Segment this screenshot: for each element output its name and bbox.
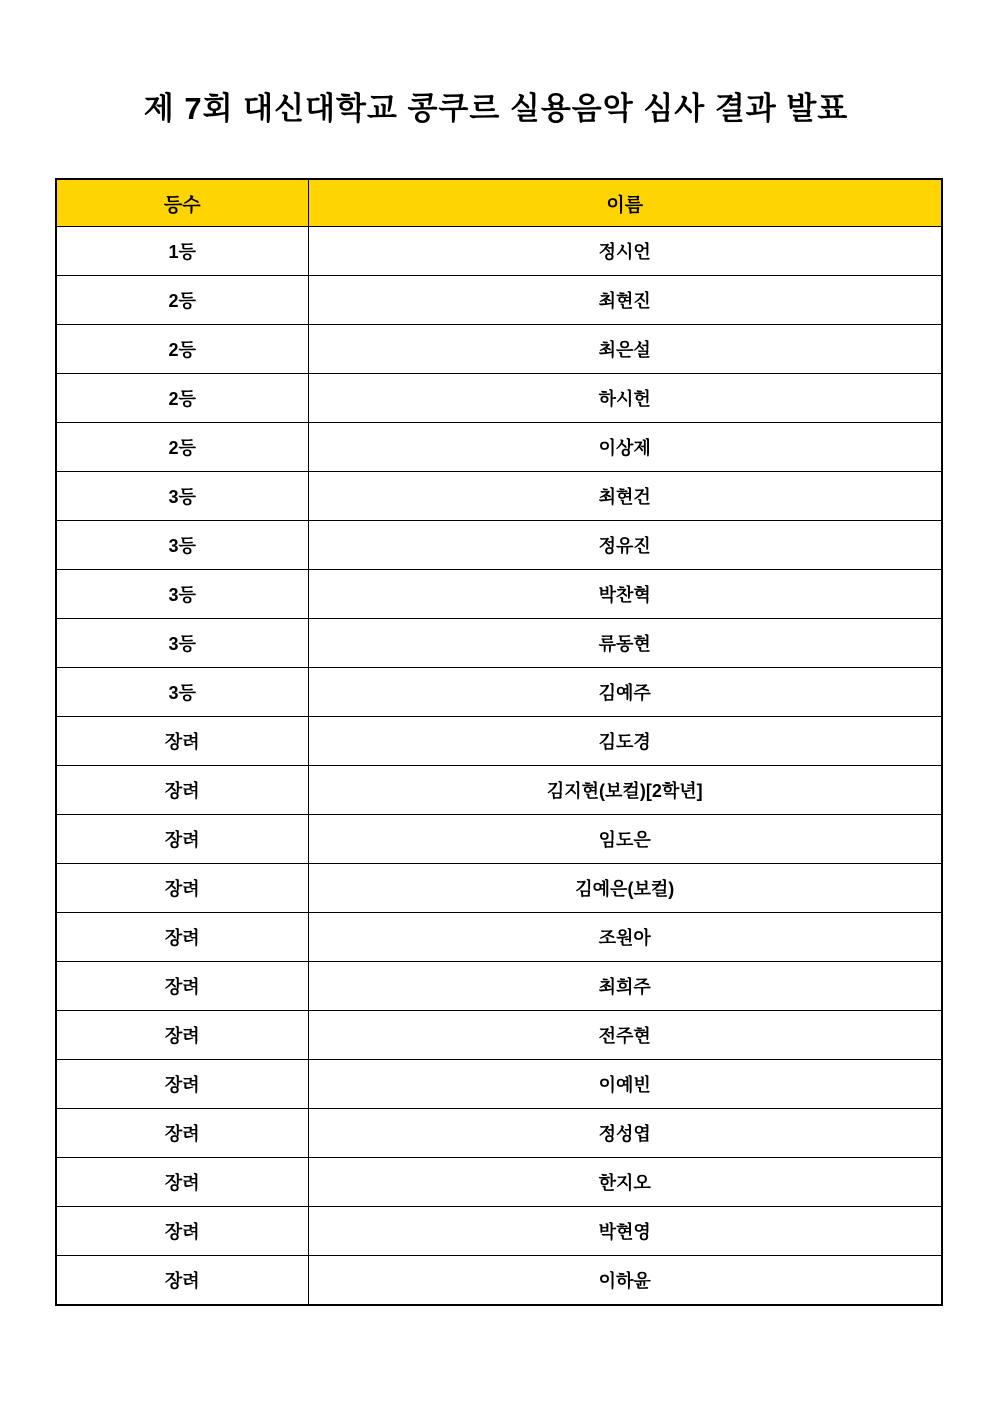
rank-cell: 3등 — [56, 472, 308, 521]
results-table — [55, 178, 943, 1306]
name-cell: 최희주 — [308, 962, 942, 1011]
name-cell: 박현영 — [308, 1207, 942, 1256]
rank-cell: 장려 — [56, 766, 308, 815]
rank-cell: 1등 — [56, 227, 308, 276]
rank-cell: 장려 — [56, 1256, 308, 1306]
table-row — [56, 570, 942, 619]
table-row — [56, 423, 942, 472]
name-cell: 정성엽 — [308, 1109, 942, 1158]
table-row — [56, 1256, 942, 1306]
name-cell: 박찬혁 — [308, 570, 942, 619]
table-row — [56, 1109, 942, 1158]
table-row — [56, 1060, 942, 1109]
name-cell: 이하윤 — [308, 1256, 942, 1306]
table-row — [56, 472, 942, 521]
rank-cell: 2등 — [56, 325, 308, 374]
name-cell: 최현건 — [308, 472, 942, 521]
name-cell: 전주현 — [308, 1011, 942, 1060]
rank-cell: 장려 — [56, 1109, 308, 1158]
name-cell: 정유진 — [308, 521, 942, 570]
table-row — [56, 619, 942, 668]
table-row — [56, 1158, 942, 1207]
name-cell: 임도은 — [308, 815, 942, 864]
table-row — [56, 1011, 942, 1060]
name-cell: 정시언 — [308, 227, 942, 276]
table-row — [56, 325, 942, 374]
table-row — [56, 815, 942, 864]
table-row — [56, 227, 942, 276]
name-cell: 이예빈 — [308, 1060, 942, 1109]
name-cell: 김도경 — [308, 717, 942, 766]
rank-cell: 장려 — [56, 962, 308, 1011]
page-title: 제 7회 대신대학교 콩쿠르 실용음악 심사 결과 발표 — [143, 90, 849, 126]
name-cell: 한지오 — [308, 1158, 942, 1207]
table-row — [56, 913, 942, 962]
table-row — [56, 521, 942, 570]
name-cell: 김지현(보컬)[2학년] — [308, 766, 942, 815]
rank-cell: 2등 — [56, 276, 308, 325]
table-row — [56, 766, 942, 815]
rank-cell: 장려 — [56, 1060, 308, 1109]
name-cell: 조원아 — [308, 913, 942, 962]
name-cell: 류동현 — [308, 619, 942, 668]
table-row — [56, 374, 942, 423]
table-row — [56, 1207, 942, 1256]
name-cell: 하시헌 — [308, 374, 942, 423]
rank-cell: 3등 — [56, 521, 308, 570]
table-row — [56, 668, 942, 717]
rank-cell: 2등 — [56, 374, 308, 423]
rank-cell: 3등 — [56, 668, 308, 717]
name-cell: 이상제 — [308, 423, 942, 472]
table-row — [56, 864, 942, 913]
name-cell: 최현진 — [308, 276, 942, 325]
table-row — [56, 962, 942, 1011]
name-cell: 최은설 — [308, 325, 942, 374]
rank-cell: 3등 — [56, 570, 308, 619]
name-cell: 김예은(보컬) — [308, 864, 942, 913]
rank-cell: 장려 — [56, 864, 308, 913]
name-column-header: 이름 — [308, 179, 942, 227]
table-row — [56, 717, 942, 766]
rank-cell: 3등 — [56, 619, 308, 668]
table-body — [56, 227, 942, 1306]
rank-cell: 장려 — [56, 1158, 308, 1207]
rank-cell: 2등 — [56, 423, 308, 472]
table-row — [56, 276, 942, 325]
rank-cell: 장려 — [56, 815, 308, 864]
rank-cell: 장려 — [56, 913, 308, 962]
rank-cell: 장려 — [56, 1011, 308, 1060]
rank-column-header: 등수 — [56, 179, 308, 227]
name-cell: 김예주 — [308, 668, 942, 717]
header-row — [56, 179, 942, 227]
rank-cell: 장려 — [56, 1207, 308, 1256]
rank-cell: 장려 — [56, 717, 308, 766]
table-header — [56, 179, 942, 227]
